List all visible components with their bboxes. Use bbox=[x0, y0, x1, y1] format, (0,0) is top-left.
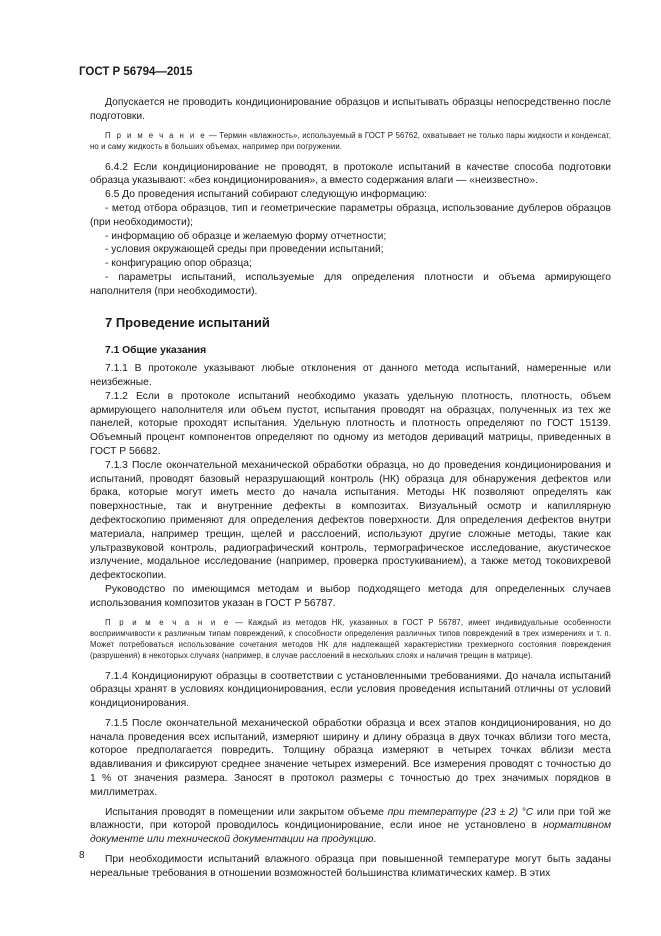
paragraph-ndt-guide: Руководство по имеющимся методам и выбор подходящего метода для определенных случаев использования композитов указан в ГОСТ Р 56787. bbox=[90, 583, 611, 609]
note-label: П р и м е ч а н и е bbox=[105, 130, 207, 140]
paragraph-7-1-4: 7.1.4 Кондиционируют образцы в соответствии с установленными требованиями. До начала испытаний образцы хранят в условиях кондиционирования, если условия проведения испытаний отличны от условий кондиционирования. bbox=[90, 670, 611, 710]
note-text: — Термин «влажность», используемый в ГОСТ Р 56762, охватывает не только пары жидкости и конденсат, но и саму жидкость в больших объемах, например при погружении. bbox=[90, 130, 611, 151]
paragraph-7-1-1: 7.1.1 В протоколе указывают любые отклонения от данного метода испытаний, намеренные или неизбежные. bbox=[90, 363, 611, 388]
note-humidity bbox=[90, 130, 611, 152]
paragraph-conditioning-optional: Допускается не проводить кондиционирование образцов и испытывать образцы непосредственно после подготовки. bbox=[90, 97, 611, 122]
note-text: — Каждый из методов НК, указанных в ГОСТ Р 56787, имеет индивидуальные особенности восприимчивости к различным типам повреждений, к способности определения различных типов повреждений в трех измерениях и т. п. Может потребоваться использование сочетания методов НК для надлежащей характеристики трехмерного состояния повреждения (разрушения) в некоторых случаях (например, в случае расслоений в нескольких слоях и наличия трещин в матрице). bbox=[90, 617, 611, 660]
paragraph-7-1-5: 7.1.5 После окончательной механической обработки образца и всех этапов кондиционирования, но до начала проведения всех испытаний, измеряют ширину и длину образца в двух точках вблизи того места, которое предполагается повредить. Толщину образца измеряют в четырех точках вблизи места вдавливания и фиксируют среднее значение четырех измерений. Все измерения проводят с точностью до 1 % от значения размера. Заносят в протокол размеры с точностью до трех значимых порядков в миллиметрах. bbox=[90, 717, 611, 798]
text-run: или при той же влажности, при которой проводилось кондиционирование, если иное не установлено в bbox=[90, 806, 612, 832]
text-run: . bbox=[373, 834, 377, 846]
temperature-condition: при температуре (23 ± 2) °С bbox=[387, 806, 534, 818]
note-ndt-methods bbox=[90, 617, 611, 661]
paragraph-test-environment bbox=[90, 806, 611, 847]
subsection-heading-7-1: 7.1 Общие указания bbox=[105, 345, 207, 357]
section-heading-7: 7 Проведение испытаний bbox=[105, 314, 270, 330]
list-item: - условия окружающей среды при проведении испытаний; bbox=[105, 244, 384, 256]
note-label: П р и м е ч а н и е bbox=[105, 617, 230, 627]
list-item: - конфигурацию опор образца; bbox=[105, 258, 252, 270]
paragraph-6-5: 6.5 До проведения испытаний собирают следующую информацию: bbox=[105, 189, 428, 201]
page-number: 8 bbox=[79, 850, 85, 861]
paragraph-7-1-3: 7.1.3 После окончательной механической обработки образца, но до проведения кондиционирования и испытаний, проводят базовый неразрушающий контроль (НК) образца для обнаружения дефектов или брака, которые могут иметь место до начала испытания. Методы НК позволяют определять как поверхностные, так и внутренние дефекты в композитах. Визуальный осмотр и капиллярную дефектоскопию применяют для определения дефектов поверхности. Для определения дефектов внутри материала, например трещин, щелей и расслоений, используют другие сложные методы, такие как ультразвуковой контроль, радиографический контроль, термографическое исследование, акустическое излучение, модальное исследование (например, проверка простукиванием), а также метод токовихревой дефектоскопии. bbox=[90, 459, 611, 582]
list-item: - метод отбора образцов, тип и геометрические параметры образца, использование дублеров образцов (при необходимости); bbox=[90, 202, 611, 228]
paragraph-wet-specimen: При необходимости испытаний влажного образца при повышенной температуре могут быть заданы нереальные требования в отношении возможностей большинства климатических камер. В этих bbox=[90, 854, 611, 879]
paragraph-7-1-2: 7.1.2 Если в протоколе испытаний необходимо указать удельную плотность, плотность, объем армирующего наполнителя или объем пустот, испытания проводят на образцах, полученных из тех же панелей, которые проходят испытания. Удельную плотность и плотность определяют по ГОСТ 15139. Объемный процент компонентов определяют по одному из методов дериваций матрицы, приведенных в ГОСТ Р 56682. bbox=[90, 390, 611, 457]
normative-reference: нормативном документе или технической документации на продукцию bbox=[90, 820, 611, 846]
list-item: - информацию об образце и желаемую форму отчетности; bbox=[105, 230, 387, 242]
paragraph-6-4-2: 6.4.2 Если кондиционирование не проводят, в протоколе испытаний в качестве способа подготовки образца указывают: «без кондиционирования», а вместо содержания влаги — «неизвестно». bbox=[90, 161, 611, 187]
document-body bbox=[90, 96, 611, 881]
text-run: Испытания проводят в помещении или закрытом объеме bbox=[105, 806, 388, 818]
list-item: - параметры испытаний, используемые для определения плотности и объема армирующего наполнителя (при необходимости). bbox=[90, 271, 611, 297]
document-header: ГОСТ Р 56794—2015 bbox=[79, 66, 193, 78]
